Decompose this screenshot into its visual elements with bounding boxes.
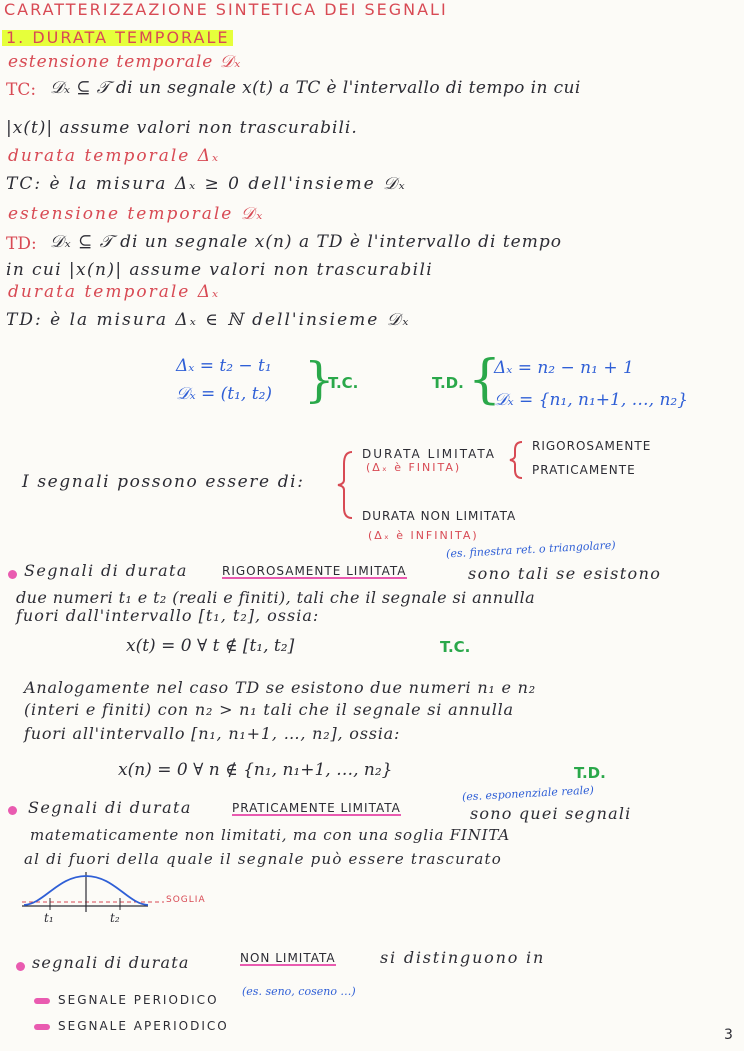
tc-formula-2: 𝒟ₓ = (t₁, t₂) [176, 384, 273, 404]
unlimited-note: (Δₓ è INFINITA) [368, 529, 479, 542]
td-formula-2: 𝒟ₓ = {n₁, n₁+1, …, n₂} [494, 390, 689, 410]
rigorous-eq-tc: x(t) = 0 ∀ t ∉ [t₁, t₂] [126, 636, 295, 656]
dur-tc-heading: durata temporale Δₓ [8, 146, 221, 166]
page-number: 3 [724, 1027, 733, 1043]
tc-tag: T.C. [328, 374, 359, 392]
practical-label: PRATICAMENTE [532, 463, 636, 477]
rigorous-line1-rest: sono tali se esistono [468, 564, 662, 583]
rigorous-lead: Segnali di durata [24, 561, 188, 580]
td-tag: T.D. [432, 374, 464, 392]
rigorous-note: (es. finestra ret. o triangolare) [445, 538, 616, 561]
periodic-item: SEGNALE PERIODICO [58, 993, 219, 1007]
ext-tc-line1: 𝒟ₓ ⊆ 𝒯 di un segnale x(t) a TC è l'intervallo di tempo in cui [50, 78, 581, 98]
dur-td-heading: durata temporale Δₓ [8, 282, 221, 302]
ext-td-heading: estensione temporale 𝒟ₓ [8, 204, 265, 224]
unlimited-lead: segnali di durata [32, 953, 190, 972]
limited-label: DURATA LIMITATA [362, 447, 496, 461]
practical-line3: al di fuori della quale il segnale può essere trascurato [24, 850, 502, 868]
bullet [8, 806, 17, 815]
classification-intro: I segnali possono essere di: [22, 472, 305, 492]
periodic-note: (es. seno, coseno …) [242, 985, 356, 998]
ext-tc-heading: estensione temporale 𝒟ₓ [8, 52, 242, 72]
limited-note: (Δₓ è FINITA) [366, 461, 462, 474]
td-brace: { [468, 350, 502, 410]
practical-line2: matematicamente non limitati, ma con una soglia FINITA [30, 826, 510, 844]
tc-formula-1: Δₓ = t₂ − t₁ [176, 356, 272, 376]
dur-tc-line: TC: è la misura Δₓ ≥ 0 dell'insieme 𝒟ₓ [6, 174, 407, 194]
ext-tc-line2: |x(t)| assume valori non trascurabili. [6, 118, 358, 138]
sub-brace [508, 440, 526, 480]
page-title: CARATTERIZZAZIONE SINTETICA DEI SEGNALI [4, 0, 448, 19]
sketch-threshold-label: SOGLIA [166, 895, 206, 905]
rigorous-td-line1: Analogamente nel caso TD se esistono due numeri n₁ e n₂ [24, 678, 536, 697]
ext-td-line2: in cui |x(n)| assume valori non trascurabili [6, 260, 434, 280]
practical-lead: Segnali di durata [28, 798, 192, 817]
td-formula-1: Δₓ = n₂ − n₁ + 1 [494, 358, 634, 378]
rigorous-line3: fuori dall'intervallo [t₁, t₂], ossia: [16, 606, 320, 625]
rigorous-term: RIGOROSAMENTE LIMITATA [222, 564, 407, 578]
unlimited-rest: si distinguono in [380, 948, 546, 967]
rigorous-eq-td-tag: T.D. [574, 764, 606, 782]
sketch-t1-label: t₁ [44, 911, 54, 925]
dur-td-line: TD: è la misura Δₓ ∈ ℕ dell'insieme 𝒟ₓ [6, 310, 411, 330]
aperiodic-item: SEGNALE APERIODICO [58, 1019, 229, 1033]
rigorous-line2: due numeri t₁ e t₂ (reali e finiti), tali che il segnale si annulla [16, 588, 536, 607]
rigorous-eq-td: x(n) = 0 ∀ n ∉ {n₁, n₁+1, …, n₂} [118, 760, 393, 780]
rigorous-td-line2: (interi e finiti) con n₂ > n₁ tali che il segnale si annulla [24, 700, 514, 719]
list-dash [34, 1024, 50, 1030]
ext-td-label: TD: [6, 234, 37, 254]
list-dash [34, 998, 50, 1004]
bullet [16, 962, 25, 971]
tc-brace: } [304, 352, 335, 408]
rigorous-label: RIGOROSAMENTE [532, 439, 652, 453]
rigorous-td-line3: fuori all'intervallo [n₁, n₁+1, …, n₂], ossia: [24, 724, 401, 743]
rigorous-eq-tc-tag: T.C. [440, 638, 471, 656]
practical-note: (es. esponenziale reale) [461, 783, 595, 804]
sketch-t2-label: t₂ [110, 911, 120, 925]
practical-term: PRATICAMENTE LIMITATA [232, 801, 401, 815]
bullet [8, 570, 17, 579]
practical-line1-rest: sono quei segnali [470, 804, 632, 823]
ext-td-line1: 𝒟ₓ ⊆ 𝒯 di un segnale x(n) a TD è l'intervallo di tempo [50, 232, 562, 252]
section-heading: 1. DURATA TEMPORALE [2, 30, 233, 46]
ext-tc-label: TC: [6, 80, 37, 100]
classification-brace [336, 450, 356, 520]
unlimited-label: DURATA NON LIMITATA [362, 509, 517, 523]
unlimited-term: NON LIMITATA [240, 951, 336, 965]
